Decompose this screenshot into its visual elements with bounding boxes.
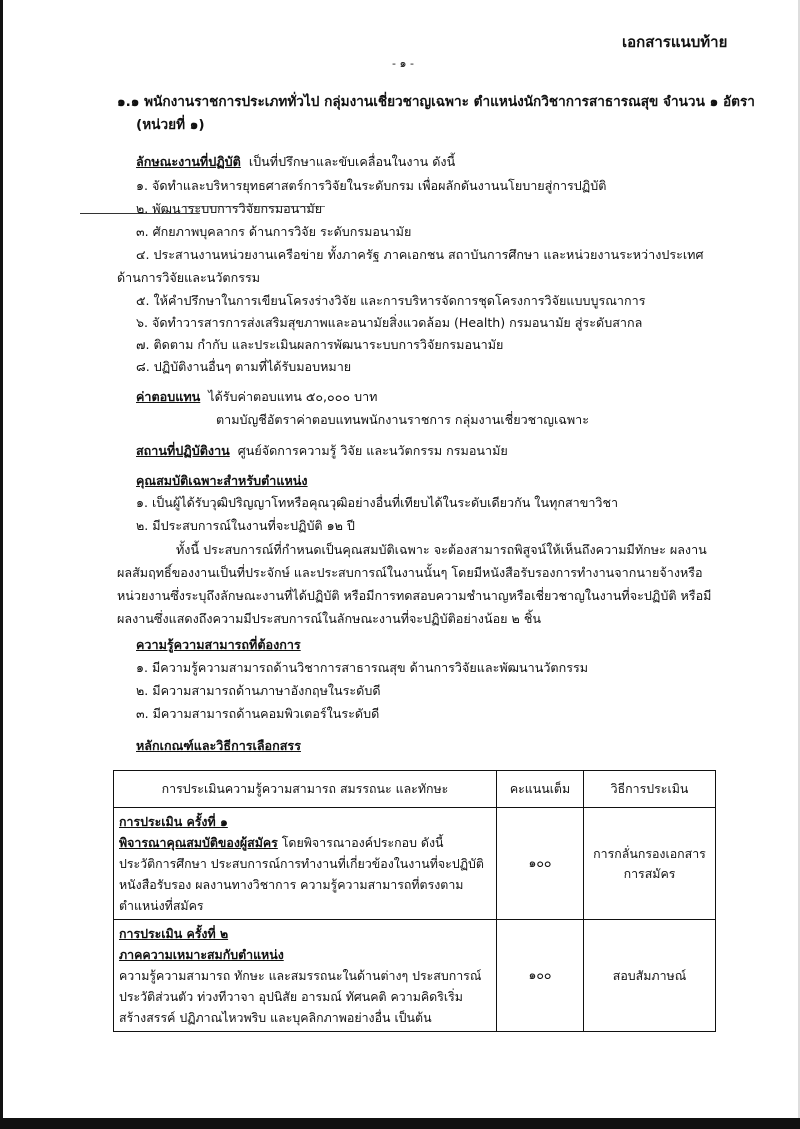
compensation-reference: ตามบัญชีอัตราค่าตอบแทนพนักงานราชการ กลุ่มงานเชี่ยวชาญเฉพาะ [216, 412, 590, 427]
workplace-block [136, 441, 508, 461]
competencies-heading: ความรู้ความสามารถที่ต้องการ [136, 637, 301, 652]
table-row [114, 920, 716, 1032]
method-line: การสมัคร [623, 865, 676, 881]
qualification-note: ทั้งนี้ ประสบการณ์ที่กำหนดเป็นคุณสมบัติเฉพาะ จะต้องสามารถพิสูจน์ให้เห็นถึงความมีทักษะ ผลงาน [176, 542, 707, 557]
topic-suffix: โดยพิจารณาองค์ประกอบ ดังนี้ [277, 835, 444, 850]
detail-line: ประวัติการศึกษา ประสบการณ์การทำงานที่เกี่ยวข้องในงานที่จะปฏิบัติ [119, 856, 484, 871]
page-number: - ๑ - [392, 57, 414, 70]
method-cell [584, 808, 716, 920]
assessment-cell [114, 808, 497, 920]
detail-line: สร้างสรรค์ ปฏิภาณไหวพริบ และบุคลิกภาพอย่างอื่น เป็นต้น [119, 1010, 432, 1025]
duty-item: ๖. จัดทำวารสารการส่งเสริมสุขภาพและอนามัยสิ่งแวดล้อม (Health) กรมอนามัย สู่ระดับสากล [136, 315, 643, 330]
method-cell [584, 920, 716, 1032]
table-header-row [114, 771, 716, 808]
duty-item: ๘. ปฏิบัติงานอื่นๆ ตามที่ได้รับมอบหมาย [136, 359, 352, 374]
competency-item: ๑. มีความรู้ความสามารถด้านวิชาการสาธารณสุข ด้านการวิจัยและพัฒนานวัตกรรม [136, 660, 589, 675]
duty-item-continuation: ด้านการวิจัยและนวัตกรรม [117, 270, 261, 285]
selection-heading: หลักเกณฑ์และวิธีการเลือกสรร [136, 738, 301, 753]
attachment-label: เอกสารแนบท้าย [622, 33, 728, 51]
duties-block [136, 152, 455, 172]
score-cell: ๑๐๐ [497, 920, 584, 1032]
duty-item: ๕. ให้คำปรึกษาในการเขียนโครงร่างวิจัย และการบริหารจัดการชุดโครงการวิจัยแบบบูรณาการ [136, 293, 646, 308]
qualification-note: ผลงานซึ่งแสดงถึงความมีประสบการณ์ในลักษณะงานที่จะปฏิบัติอย่างน้อย ๒ ชิ้น [117, 611, 541, 626]
competency-item: ๓. มีความสามารถด้านคอมพิวเตอร์ในระดับดี [136, 706, 380, 721]
section-title-unit: (หน่วยที่ ๑) [136, 117, 205, 133]
topic-label: ภาคความเหมาะสมกับตำแหน่ง [119, 947, 284, 962]
compensation-heading: ค่าตอบแทน [136, 389, 201, 404]
topic-line [119, 832, 491, 853]
duty-item: ๔. ประสานงานหน่วยงานเครือข่าย ทั้งภาครัฐ ภาคเอกชน สถาบันการศึกษา และหน่วยงานระหว่างประเทศ [136, 247, 704, 262]
qualification-note: หน่วยงานซึ่งระบุถึงลักษณะงานที่ได้ปฏิบัติ หรือมีการทดสอบความชำนาญหรือเชี่ยวชาญในงานที่จะปฏิบัติ หรือมี [117, 588, 712, 603]
detail-line: หนังสือรับรอง ผลงานทางวิชาการ ความรู้ความสามารถที่ตรงตาม [119, 877, 464, 892]
round-label: การประเมิน ครั้งที่ ๒ [119, 926, 229, 941]
score-cell: ๑๐๐ [497, 808, 584, 920]
workplace-value: ศูนย์จัดการความรู้ วิจัย และนวัตกรรม กรมอนามัย [237, 443, 508, 458]
competency-item: ๒. มีความสามารถด้านภาษาอังกฤษในระดับดี [136, 683, 381, 698]
detail-line: ความรู้ความสามารถ ทักษะ และสมรรถนะในด้านต่างๆ ประสบการณ์ [119, 968, 482, 983]
column-header: วิธีการประเมิน [584, 771, 716, 808]
topic-line [119, 944, 491, 965]
workplace-heading: สถานที่ปฏิบัติงาน [136, 443, 230, 458]
scan-edge-left [0, 0, 3, 1129]
duties-heading: ลักษณะงานที่ปฏิบัติ [136, 154, 241, 169]
round-label: การประเมิน ครั้งที่ ๑ [119, 814, 228, 829]
duty-item: ๗. ติดตาม กำกับ และประเมินผลการพัฒนาระบบการวิจัยกรมอนามัย [136, 337, 504, 352]
method-line: การกลั่นกรองเอกสาร [593, 845, 706, 861]
qualification-item: ๑. เป็นผู้ได้รับวุฒิปริญญาโทหรือคุณวุฒิอย่างอื่นที่เทียบได้ในระดับเดียวกัน ในทุกสาขาวิชา [136, 495, 619, 510]
column-header: คะแนนเต็ม [497, 771, 584, 808]
duties-intro: เป็นที่ปรึกษาและขับเคลื่อนในงาน ดังนี้ [248, 154, 456, 169]
topic-label: พิจารณาคุณสมบัติของผู้สมัคร [119, 835, 278, 850]
qualification-note: ผลสัมฤทธิ์ของงานเป็นที่ประจักษ์ และประสบการณ์ในงานนั้นๆ โดยมีหนังสือรับรองการทำงานจากนายจ้างหรือ [117, 565, 703, 580]
section-title: ๑.๑ พนักงานราชการประเภททั่วไป กลุ่มงานเชี่ยวชาญเฉพาะ ตำแหน่งนักวิชาการสาธารณสุข จำนวน ๑ อัตรา [117, 94, 755, 110]
duty-item: ๒. พัฒนาระบบการวิจัยกรมอนามัย [136, 201, 323, 216]
duty-item: ๑. จัดทำและบริหารยุทธศาสตร์การวิจัยในระดับกรม เพื่อผลักดันงานนโยบายสู่การปฏิบัติ [136, 178, 607, 193]
qualification-item: ๒. มีประสบการณ์ในงานที่จะปฏิบัติ ๑๒ ปี [136, 518, 355, 533]
assessment-cell [114, 920, 497, 1032]
table-row [114, 808, 716, 920]
qualifications-heading: คุณสมบัติเฉพาะสำหรับตำแหน่ง [136, 473, 308, 488]
duty-item: ๓. ศักยภาพบุคลากร ด้านการวิจัย ระดับกรมอนามัย [136, 224, 412, 239]
detail-line: ประวัติส่วนตัว ท่วงทีวาจา อุปนิสัย อารมณ์ ทัศนคติ ความคิดริเริ่ม [119, 989, 463, 1004]
column-header: การประเมินความรู้ความสามารถ สมรรถนะ และทักษะ [114, 771, 497, 808]
method-line: สอบสัมภาษณ์ [612, 967, 687, 983]
compensation-block [136, 387, 377, 407]
scan-edge-bottom [0, 1118, 800, 1129]
evaluation-table [113, 770, 716, 1032]
detail-line: ตำแหน่งที่สมัคร [119, 898, 204, 913]
compensation-amount: ได้รับค่าตอบแทน ๕๐,๐๐๐ บาท [208, 389, 378, 404]
